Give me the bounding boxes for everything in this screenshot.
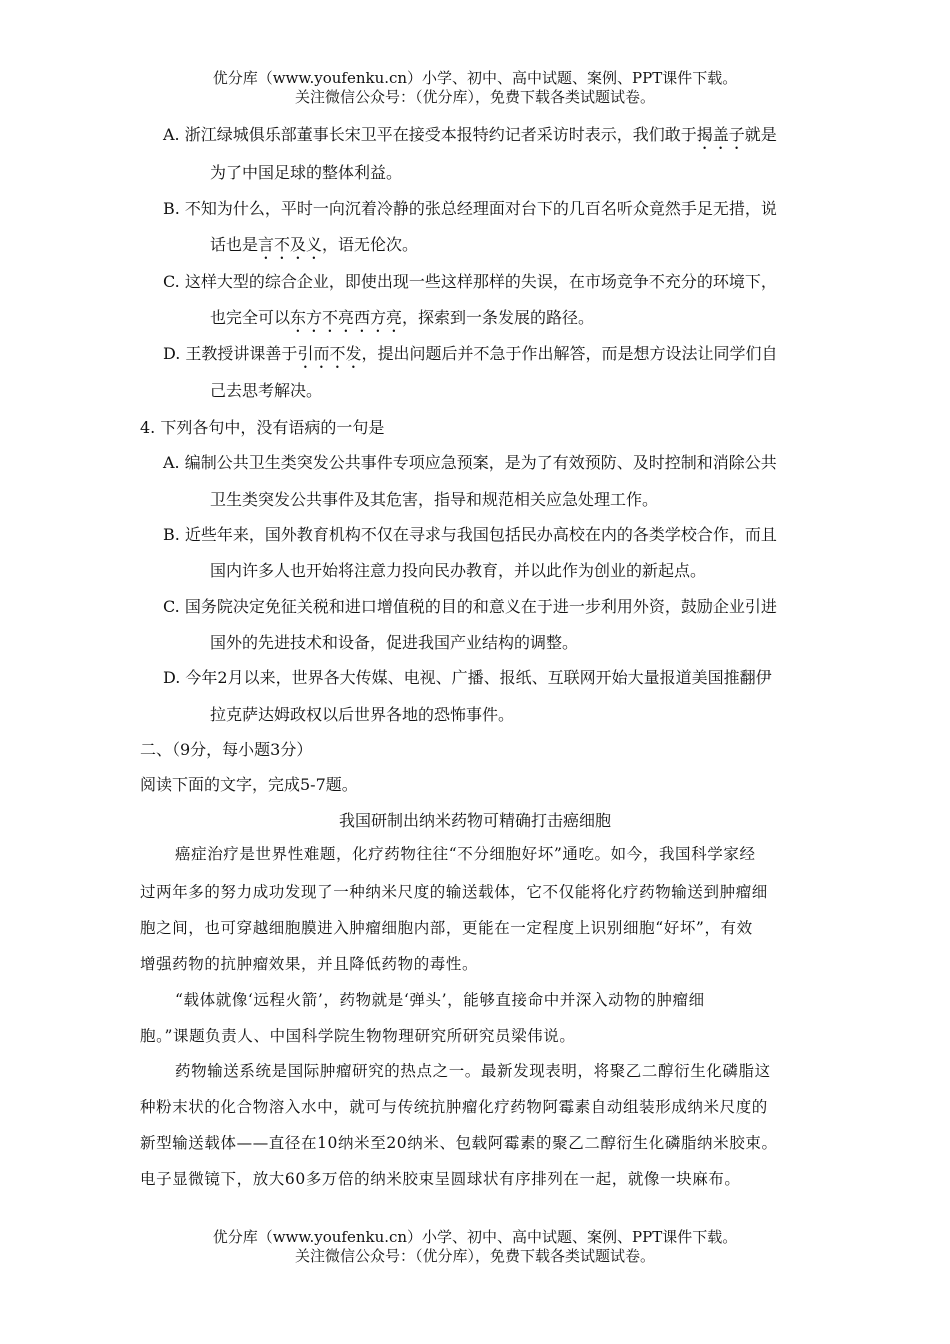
q3-option-b-line-1: B. 不知为什么，平时一向沉着冷静的张总经理面对台下的几百名听众竟然手足无措，说 xyxy=(163,199,777,218)
page-header-line-1: 优分库（www.youfenku.cn）小学、初中、高中试题、案例、PPT课件下载。 xyxy=(212,69,738,87)
q3-b-text-end: ，语无伦次。 xyxy=(322,235,419,254)
reading-instruction: 阅读下面的文字，完成5-7题。 xyxy=(140,775,358,794)
q3-a-emphasized-idiom: 揭盖子 xyxy=(696,125,745,144)
q3-d-text-end: ，提出问题后并不急于作出解答，而是想方设法让同学们自 xyxy=(361,344,778,363)
page-footer-line-2: 关注微信公众号：（优分库），免费下载各类试题试卷。 xyxy=(294,1247,655,1265)
q3-option-d-line-2: 己去思考解决。 xyxy=(210,381,323,400)
article-p3-line-1: 药物输送系统是国际肿瘤研究的热点之一。最新发现表明，将聚乙二醇衍生化磷脂这 xyxy=(175,1062,771,1080)
page-footer-line-1: 优分库（www.youfenku.cn）小学、初中、高中试题、案例、PPT课件下载。 xyxy=(212,1228,738,1246)
q4-option-a-line-1: A. 编制公共卫生类突发公共事件专项应急预案，是为了有效预防、及时控制和消除公共 xyxy=(163,453,777,472)
q3-b-emphasized-idiom: 言不及义 xyxy=(258,235,323,254)
article-p1-line-2: 过两年多的努力成功发现了一种纳米尺度的输送载体，它不仅能将化疗药物输送到肿瘤细 xyxy=(140,883,768,901)
page-header-line-2: 关注微信公众号：（优分库），免费下载各类试题试卷。 xyxy=(294,88,655,106)
q3-option-a-line-2: 为了中国足球的整体利益。 xyxy=(210,163,403,182)
q3-a-text: A. 浙江绿城俱乐部董事长宋卫平在接受本报特约记者采访时表示，我们敢于 xyxy=(163,125,697,144)
article-p2-line-2: 胞。”课题负责人、中国科学院生物物理研究所研究员梁伟说。 xyxy=(140,1027,576,1045)
article-p3-line-2: 种粉末状的化合物溶入水中，就可与传统抗肿瘤化疗药物阿霉素自动组装形成纳米尺度的 xyxy=(140,1098,768,1116)
article-p1-line-1: 癌症治疗是世界性难题，化疗药物往往“不分细胞好坏”通吃。如今，我国科学家经 xyxy=(175,845,756,863)
article-p1-line-3: 胞之间，也可穿越细胞膜进入肿瘤细胞内部，更能在一定程度上识别细胞“好坏”，有效 xyxy=(140,919,753,937)
section-2-heading: 二、（9分，每小题3分） xyxy=(140,740,313,759)
q3-option-c-line-2 xyxy=(210,307,594,336)
q4-option-c-line-2: 国外的先进技术和设备，促进我国产业结构的调整。 xyxy=(210,633,579,652)
q3-option-d-line-1 xyxy=(163,343,777,372)
q4-option-a-line-2: 卫生类突发公共事件及其危害，指导和规范相关应急处理工作。 xyxy=(210,490,659,509)
q3-option-b-line-2 xyxy=(210,234,418,263)
q3-d-emphasized-idiom: 引而不发 xyxy=(297,344,362,363)
q3-a-text-end: 就是 xyxy=(744,125,777,144)
q3-c-text-end: ，探索到一条发展的路径。 xyxy=(402,308,595,327)
q4-option-b-line-2: 国内许多人也开始将注意力投向民办教育，并以此作为创业的新起点。 xyxy=(210,561,707,580)
q3-option-c-line-1: C. 这样大型的综合企业，即使出现一些这样那样的失误，在市场竞争不充分的环境下， xyxy=(163,272,777,291)
q4-option-c-line-1: C. 国务院决定免征关税和进口增值税的目的和意义在于进一步利用外资，鼓励企业引进 xyxy=(163,597,777,616)
q3-d-text: D. 王教授讲课善于 xyxy=(163,344,298,363)
q3-c-emphasized-idiom: 东方不亮西方亮 xyxy=(290,308,403,327)
article-p3-line-4: 电子显微镜下，放大60多万倍的纳米胶束呈圆球状有序排列在一起，就像一块麻布。 xyxy=(140,1170,741,1188)
article-p3-line-3: 新型输送载体——直径在10纳米至20纳米、包载阿霉素的聚乙二醇衍生化磷脂纳米胶束。 xyxy=(140,1134,778,1152)
q3-b-text: 话也是 xyxy=(210,235,259,254)
q3-c-text: 也完全可以 xyxy=(210,308,291,327)
article-p2-line-1: “载体就像‘远程火箭’，药物就是‘弹头’，能够直接命中并深入动物的肿瘤细 xyxy=(175,991,705,1009)
q4-option-d-line-2: 拉克萨达姆政权以后世界各地的恐怖事件。 xyxy=(210,705,515,724)
article-title: 我国研制出纳米药物可精确打击癌细胞 xyxy=(338,811,611,830)
q4-stem: 4. 下列各句中，没有语病的一句是 xyxy=(140,418,385,437)
q4-option-b-line-1: B. 近些年来，国外教育机构不仅在寻求与我国包括民办高校在内的各类学校合作，而且 xyxy=(163,525,777,544)
q4-option-d-line-1: D. 今年2月以来，世界各大传媒、电视、广播、报纸、互联网开始大量报道美国推翻伊 xyxy=(163,668,772,687)
article-p1-line-4: 增强药物的抗肿瘤效果，并且降低药物的毒性。 xyxy=(140,955,479,973)
q3-option-a-line-1 xyxy=(163,124,777,153)
